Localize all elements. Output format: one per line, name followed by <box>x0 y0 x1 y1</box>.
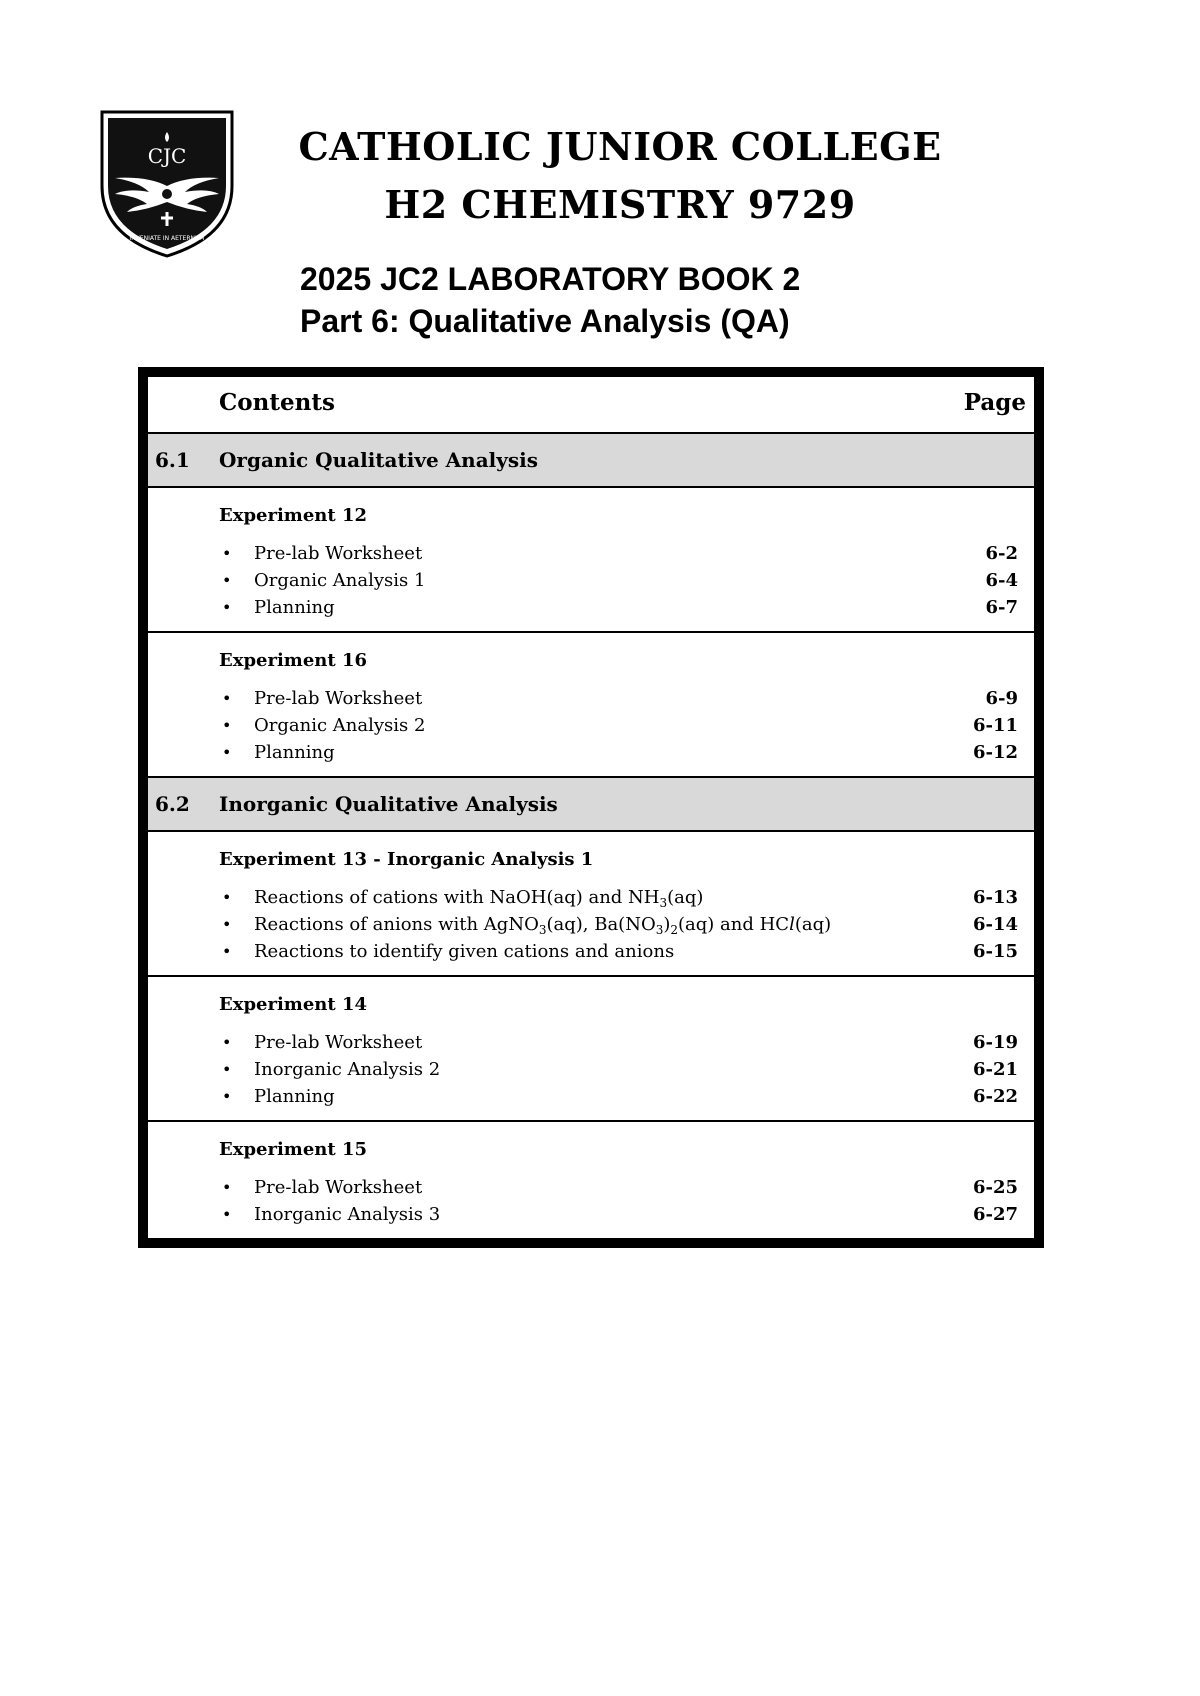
entry-text: Inorganic Analysis 3 <box>254 1204 441 1225</box>
experiment-block <box>148 633 1034 778</box>
experiment-title: Experiment 12 <box>219 505 368 526</box>
experiment-block <box>148 832 1034 977</box>
entry-page-number: 6-21 <box>972 1059 1018 1080</box>
college-name: CATHOLIC JUNIOR COLLEGE <box>298 124 942 169</box>
bullet-icon: • <box>222 1087 232 1106</box>
bullet-icon: • <box>222 1178 232 1197</box>
entry-text: Planning <box>254 742 335 763</box>
experiment-block <box>148 1122 1034 1238</box>
bullet-icon: • <box>222 1033 232 1052</box>
contents-entry <box>148 1174 1034 1201</box>
entry-page-number: 6-15 <box>972 941 1018 962</box>
experiment-title: Experiment 16 <box>219 650 368 671</box>
contents-entry <box>148 1201 1034 1228</box>
entry-text: Reactions of anions with AgNO$_3$(aq), $Ba(NO_3)_2(aq)$ and HCl(aq) <box>254 914 832 937</box>
entry-page-number: 6-9 <box>985 688 1018 709</box>
bullet-icon: • <box>222 716 232 735</box>
college-crest-logo <box>98 108 236 260</box>
entry-text: Organic Analysis 1 <box>254 570 426 591</box>
entry-page-number: 6-19 <box>972 1032 1018 1053</box>
entry-page-number: 6-2 <box>985 543 1018 564</box>
bullet-icon: • <box>222 743 232 762</box>
contents-body <box>148 434 1034 1238</box>
entry-page-number: 6-11 <box>972 715 1018 736</box>
college-header <box>240 118 1000 234</box>
bullet-icon: • <box>222 689 232 708</box>
section-title: Inorganic Qualitative Analysis <box>219 792 558 816</box>
contents-entry <box>148 540 1034 567</box>
entry-page-number: 6-25 <box>972 1177 1018 1198</box>
contents-entry <box>148 1083 1034 1110</box>
entry-text: Planning <box>254 597 335 618</box>
section-row <box>148 434 1034 488</box>
entry-text: Reactions to identify given cations and anions <box>254 941 675 962</box>
entry-page-number: 6-27 <box>972 1204 1018 1225</box>
contents-heading: Contents <box>219 389 335 416</box>
entry-page-number: 6-22 <box>972 1086 1018 1107</box>
bullet-icon: • <box>222 598 232 617</box>
experiment-block <box>148 488 1034 633</box>
entry-text: Organic Analysis 2 <box>254 715 426 736</box>
section-number: 6.1 <box>155 448 190 472</box>
section-title: Organic Qualitative Analysis <box>219 448 538 472</box>
entry-page-number: 6-4 <box>985 570 1018 591</box>
entry-text: Planning <box>254 1086 335 1107</box>
entry-text: Pre-lab Worksheet <box>254 1177 423 1198</box>
contents-entry <box>148 938 1034 965</box>
bullet-icon: • <box>222 888 232 907</box>
bullet-icon: • <box>222 942 232 961</box>
section-number: 6.2 <box>155 792 190 816</box>
contents-table <box>138 367 1044 1248</box>
entry-page-number: 6-13 <box>972 887 1018 908</box>
contents-header-row <box>148 377 1034 434</box>
svg-text:INVENIATE IN AETERNUM: INVENIATE IN AETERNUM <box>129 235 205 242</box>
bullet-icon: • <box>222 915 232 934</box>
experiment-title: Experiment 14 <box>219 994 368 1015</box>
bullet-icon: • <box>222 1060 232 1079</box>
subject-title: H2 CHEMISTRY 9729 <box>384 182 856 227</box>
contents-entry <box>148 1029 1034 1056</box>
contents-entry <box>148 594 1034 621</box>
experiment-title: Experiment 13 - Inorganic Analysis 1 <box>219 849 594 870</box>
experiment-title: Experiment 15 <box>219 1139 368 1160</box>
page-heading: Page <box>963 389 1026 416</box>
entry-text: Pre-lab Worksheet <box>254 543 423 564</box>
contents-entry <box>148 1056 1034 1083</box>
svg-text:CJC: CJC <box>147 144 187 168</box>
entry-text: Pre-lab Worksheet <box>254 1032 423 1053</box>
entry-page-number: 6-7 <box>985 597 1018 618</box>
book-title-block <box>300 258 800 342</box>
section-row <box>148 778 1034 832</box>
bullet-icon: • <box>222 544 232 563</box>
entry-text: Pre-lab Worksheet <box>254 688 423 709</box>
experiment-block <box>148 977 1034 1122</box>
contents-entry <box>148 911 1034 938</box>
entry-text: Inorganic Analysis 2 <box>254 1059 441 1080</box>
contents-entry <box>148 685 1034 712</box>
book-title: 2025 JC2 LABORATORY BOOK 2 <box>300 261 801 297</box>
contents-entry <box>148 739 1034 766</box>
bullet-icon: • <box>222 1205 232 1224</box>
contents-entry <box>148 884 1034 911</box>
entry-page-number: 6-12 <box>972 742 1018 763</box>
entry-page-number: 6-14 <box>972 914 1018 935</box>
contents-entry <box>148 567 1034 594</box>
contents-entry <box>148 712 1034 739</box>
bullet-icon: • <box>222 571 232 590</box>
entry-text: Reactions of cations with NaOH(aq) and $NH_3(aq)$ <box>254 887 704 910</box>
part-title: Part 6: Qualitative Analysis (QA) <box>300 303 790 339</box>
